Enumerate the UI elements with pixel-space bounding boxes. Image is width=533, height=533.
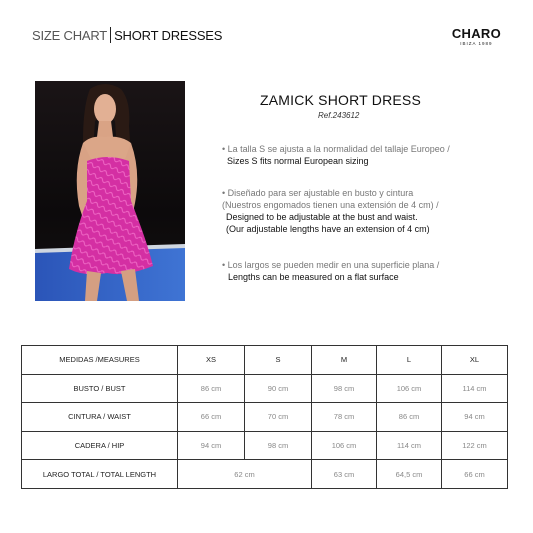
brand-tagline: IBIZA 1989 [460,41,493,46]
table-header-cell: S [245,346,312,375]
note-sizing [222,143,512,167]
table-header-cell: L [377,346,442,375]
brand-name: CHARO [451,26,501,41]
product-title: ZAMICK SHORT DRESS [260,92,421,108]
table-cell: 94 cm [442,403,508,432]
note-lengths [222,259,512,283]
row-label: LARGO TOTAL / TOTAL LENGTH [22,460,178,489]
brand-logo [452,27,501,46]
table-cell: 94 cm [178,431,245,460]
table-cell: 106 cm [312,431,377,460]
note-sizing-en: Sizes S fits normal European sizing [227,156,369,166]
table-cell: 98 cm [312,374,377,403]
table-cell: 86 cm [377,403,442,432]
page-header [32,26,222,44]
product-photo [35,81,185,301]
table-header-cell: MEDIDAS /MEASURES [22,346,178,375]
table-cell: 63 cm [312,460,377,489]
size-chart-table [21,345,508,489]
note-adjustable-en: Designed to be adjustable at the bust and waist. [226,212,418,222]
table-cell: 62 cm [178,460,312,489]
table-cell: 64,5 cm [377,460,442,489]
table-cell: 78 cm [312,403,377,432]
note-adjustable-en-2: (Our adjustable lengths have an extension of 4 cm) [226,224,430,234]
note-lengths-es: • Los largos se pueden medir en una superficie plana / [222,260,440,270]
table-cell: 66 cm [178,403,245,432]
section-title-bold: SHORT DRESSES [114,27,223,43]
note-adjustable-es-2: (Nuestros engomados tienen una extensión de 4 cm) / [222,200,439,210]
table-cell: 66 cm [442,460,508,489]
table-row-length [22,460,508,489]
table-row-hip [22,431,508,460]
table-cell: 86 cm [178,374,245,403]
table-row-waist [22,403,508,432]
table-row-bust [22,374,508,403]
table-cell: 114 cm [377,431,442,460]
table-header-cell: M [312,346,377,375]
note-sizing-es: • La talla S se ajusta a la normalidad del tallaje Europeo / [222,144,450,154]
row-label: BUSTO / BUST [22,374,178,403]
model-illustration [35,81,185,301]
row-label: CADERA / HIP [22,431,178,460]
table-cell: 90 cm [245,374,312,403]
product-reference: Ref.243612 [318,111,360,120]
table-cell: 70 cm [245,403,312,432]
table-cell: 106 cm [377,374,442,403]
table-cell: 98 cm [245,431,312,460]
table-cell: 122 cm [442,431,508,460]
note-adjustable-es: • Diseñado para ser ajustable en busto y cintura [222,188,414,198]
table-header-cell: XL [442,346,508,375]
note-adjustable [222,187,512,235]
table-header-row [22,346,508,375]
note-lengths-en: Lengths can be measured on a flat surface [228,272,399,282]
header-divider [110,27,111,43]
row-label: CINTURA / WAIST [22,403,178,432]
table-cell: 114 cm [442,374,508,403]
section-title-light: SIZE CHART [32,27,108,43]
table-header-cell: XS [178,346,245,375]
